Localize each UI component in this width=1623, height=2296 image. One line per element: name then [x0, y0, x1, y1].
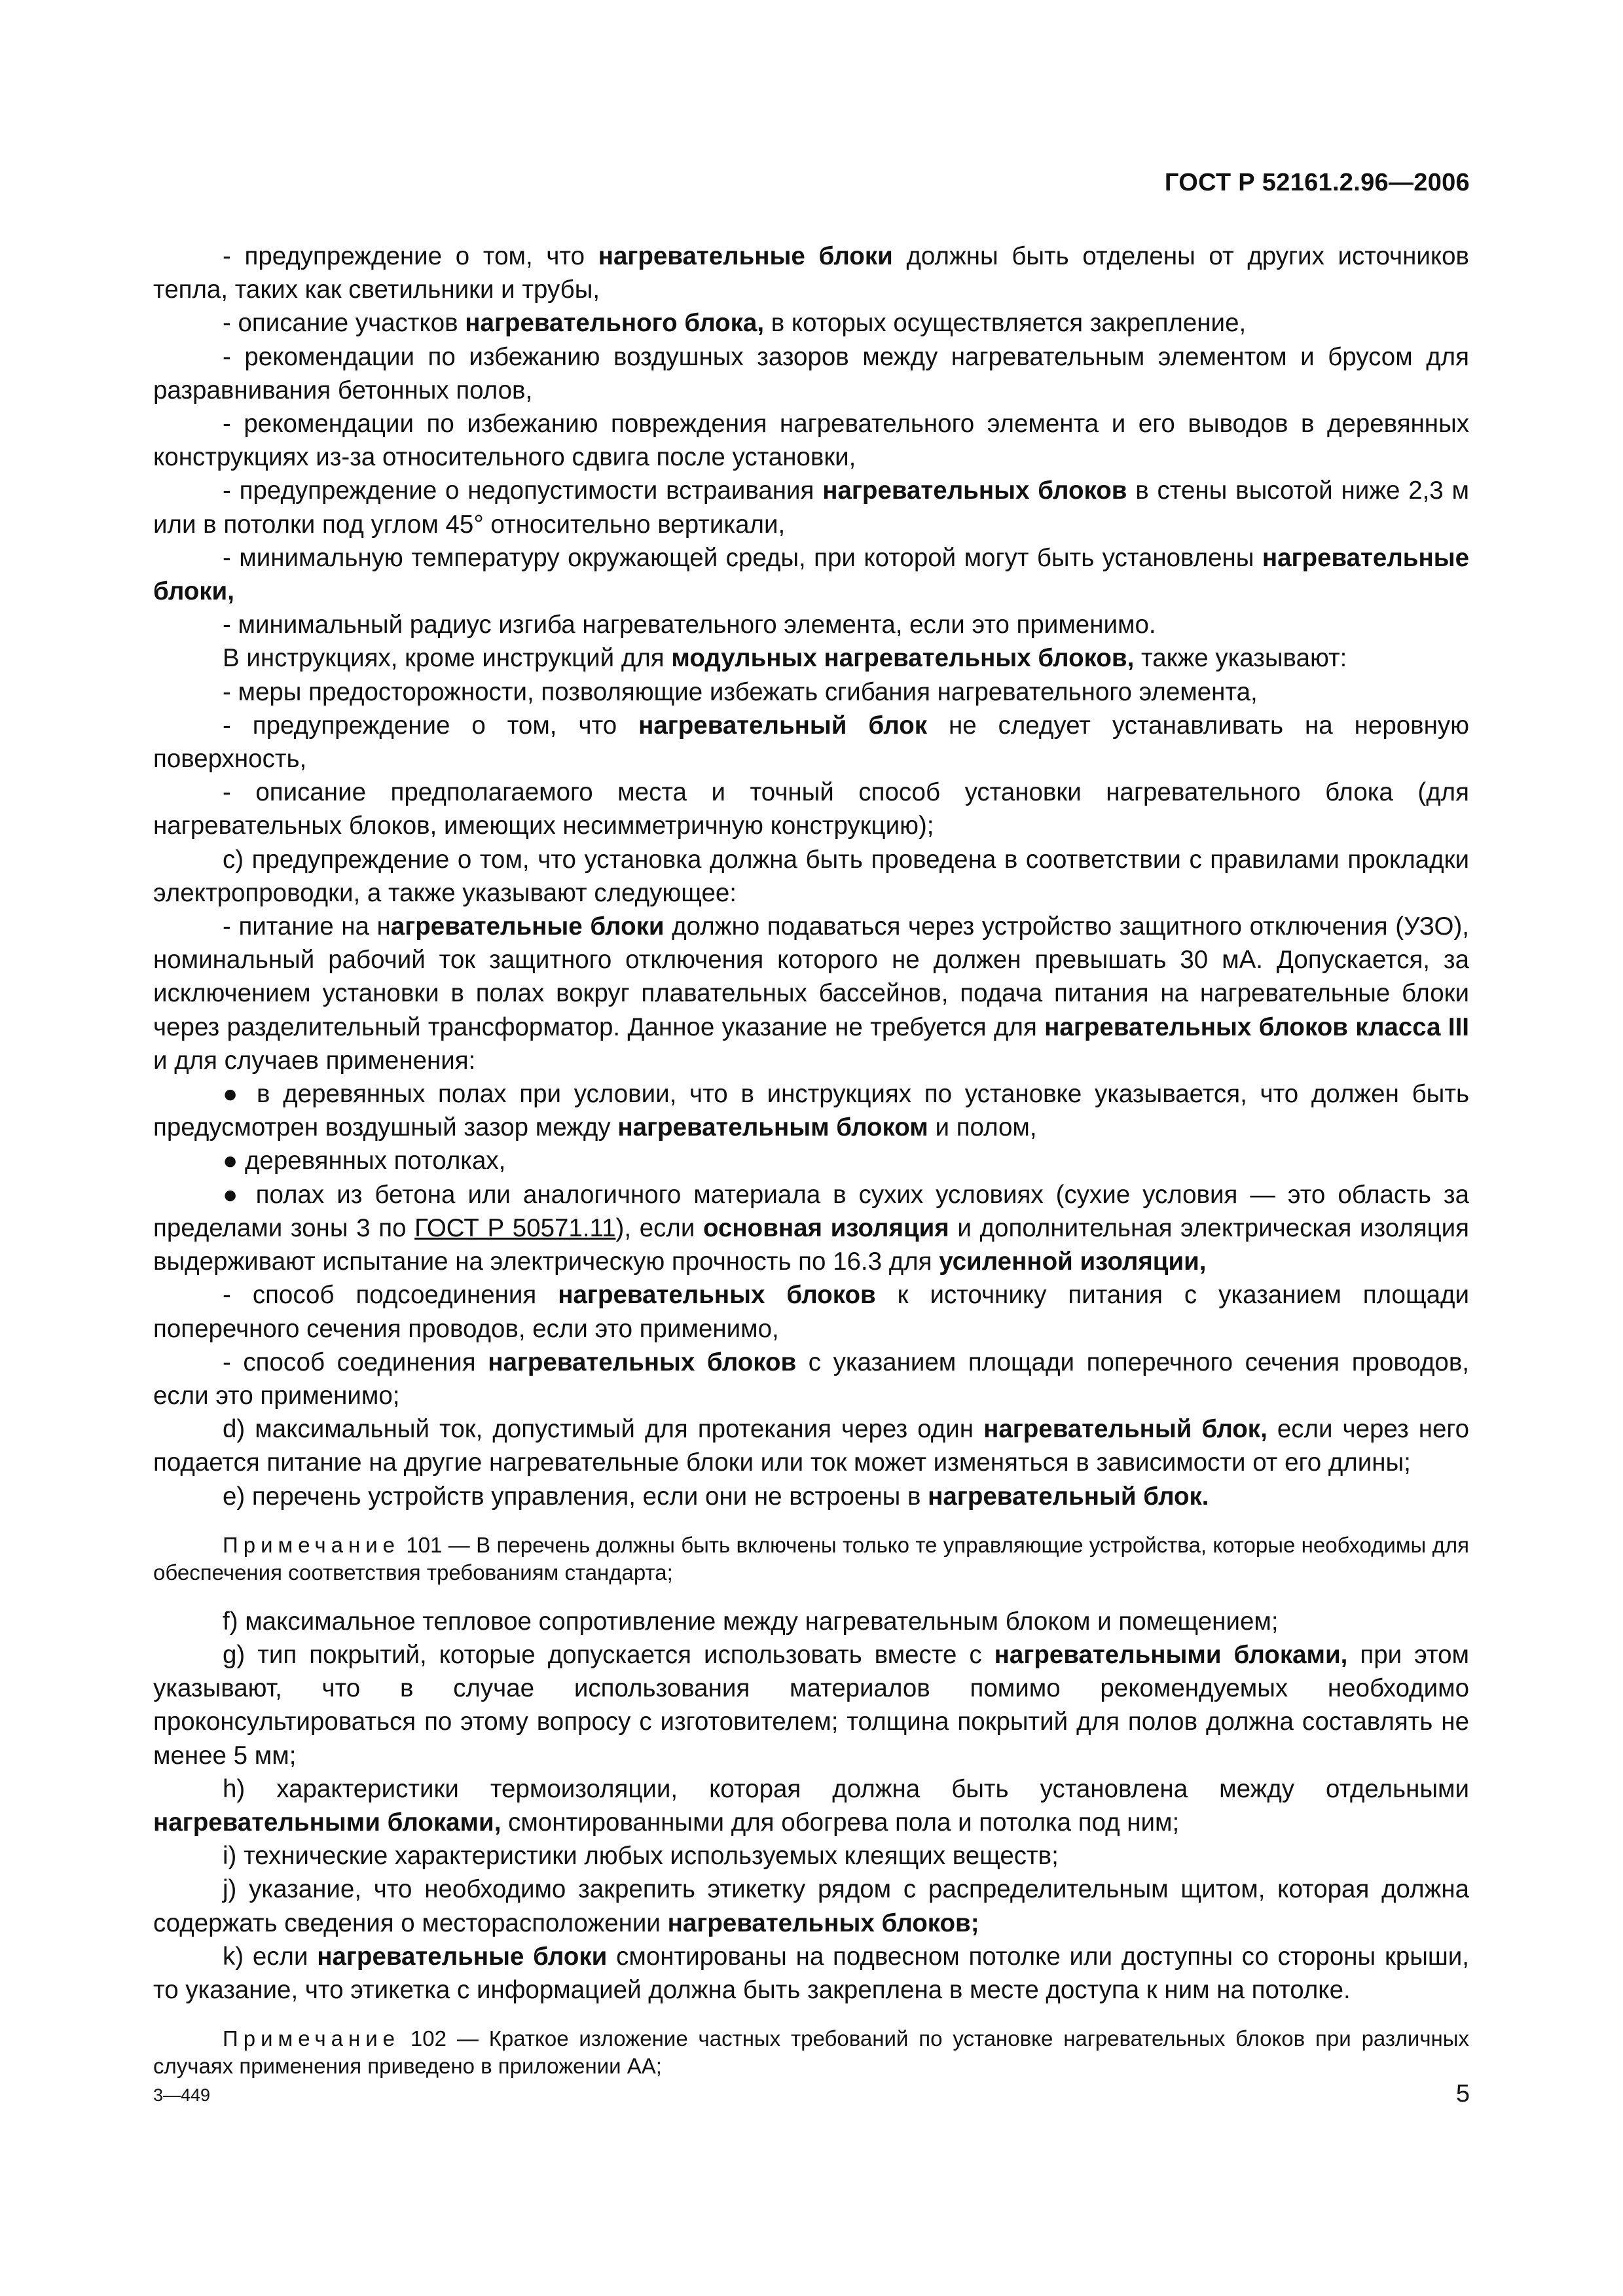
- text-span: должно подаваться через устройство защитного отключения (УЗО), номинальный рабочий ток защитного отключения которого не должен превышать 30 мА. Допускается, за исключением установки в полах вокруг плавательных бассейнов, подача питания на нагревательные блоки через разделительный трансформатор. Данное указание не требуется для: [153, 912, 1469, 1041]
- text-span: в которых осуществляется закрепление,: [764, 309, 1247, 338]
- text-span: и для случаев применения:: [153, 1046, 476, 1075]
- bold-term: нагревательных блоков: [558, 1281, 876, 1310]
- text-span: деревянных потолках,: [244, 1147, 506, 1175]
- bold-term: нагревательных блоков: [822, 476, 1127, 505]
- text-span: d) максимальный ток, допустимый для протекания через один: [223, 1415, 984, 1444]
- text-span: - предупреждение о недопустимости встраивания: [223, 476, 823, 505]
- bold-term: нагревательными блоками,: [994, 1640, 1348, 1669]
- text-span: c) предупреждение о том, что установка должна быть проведена в соответствии с правилами прокладки электропроводки, а также указывают следующее:: [153, 845, 1469, 907]
- body-paragraph: [153, 1772, 1469, 1839]
- bold-term: нагревательные блоки: [598, 242, 893, 270]
- body-paragraph: [153, 1278, 1469, 1345]
- text-span: ), если: [615, 1213, 703, 1242]
- bold-term: нагревательными блоками,: [153, 1808, 501, 1837]
- bold-term: нагревательных блоков: [488, 1348, 797, 1376]
- body-paragraph: [153, 1873, 1469, 1939]
- text-span: 102 — Краткое изложение частных требований по установке нагревательных блоков при различных случаях применения приведено в приложении АА;: [153, 2026, 1469, 2079]
- page-number: 5: [1455, 2080, 1470, 2108]
- bullet-item: [153, 1178, 1469, 1279]
- text-span: - меры предосторожности, позволяющие избежать сгибания нагревательного элемента,: [223, 677, 1258, 706]
- bold-term: нагревательного блока,: [465, 309, 765, 338]
- body-paragraph: [153, 474, 1469, 541]
- bold-term: усиленной изоляции,: [939, 1247, 1207, 1276]
- body-paragraph: [153, 340, 1469, 407]
- body-paragraph: [153, 1638, 1469, 1772]
- text-span: g) тип покрытий, которые допускается использовать вместе с: [223, 1640, 994, 1669]
- bullet-item: [153, 1077, 1469, 1144]
- bold-term: нагревательный блок,: [983, 1415, 1267, 1444]
- text-span: при этом указывают, что в случае использования материалов помимо рекомендуемых необходимо проконсультироваться по этому вопросу с изготовителем; толщина покрытий для полов должна составлять не менее 5 мм;: [153, 1640, 1470, 1770]
- text-span: h) характеристики термоизоляции, которая должна быть установлена между отдельными: [223, 1774, 1469, 1803]
- standard-header: ГОСТ Р 52161.2.96—2006: [1164, 169, 1470, 196]
- text-span: - рекомендации по избежанию воздушных зазоров между нагревательным элементом и брусом для разравнивания бетонных полов,: [153, 342, 1469, 404]
- text-span: - описание участков: [223, 309, 465, 338]
- text-span: смонтированными для обогрева пола и потолка под ним;: [501, 1808, 1180, 1837]
- text-span: смонтированы на подвесном потолке или доступны со стороны крыши, то указание, что этикетка с информацией должна быть закреплена в месте доступа к ним на потолке.: [153, 1942, 1469, 2004]
- text-span: - описание предполагаемого места и точный способ установки нагревательного блока (для нагревательных блоков, имеющих несимметричную конструкцию);: [153, 778, 1469, 840]
- body-paragraph: [153, 407, 1469, 474]
- body-paragraph: [153, 1839, 1469, 1873]
- body-paragraph: [153, 1480, 1469, 1513]
- bold-term: нагревательным блоком: [617, 1113, 928, 1142]
- body-paragraph: [153, 675, 1469, 709]
- text-span: e) перечень устройств управления, если они не встроены в: [223, 1482, 928, 1511]
- text-span: - предупреждение о том, что: [223, 711, 639, 740]
- text-span: если через него подается питание на другие нагревательные блоки или ток может изменяться в зависимости от его длины;: [153, 1415, 1469, 1477]
- bold-term: нагревательные блоки,: [153, 543, 1469, 606]
- text-span: в деревянных полах при условии, что в инструкциях по установке указывается, что должен быть предусмотрен воздушный зазор между: [153, 1080, 1470, 1142]
- text-span: - минимальный радиус изгиба нагревательного элемента, если это применимо.: [223, 611, 1156, 639]
- text-span: - способ подсоединения: [223, 1281, 558, 1310]
- text-span: k) если: [223, 1942, 318, 1971]
- text-span: f) максимальное тепловое сопротивление между нагревательным блоком и помещением;: [223, 1607, 1279, 1636]
- body-paragraph: [153, 776, 1469, 842]
- text-span: полах из бетона или аналогичного материала в сухих условиях (сухие условия — это область за пределами зоны 3 по: [153, 1180, 1469, 1242]
- text-span: с указанием площади поперечного сечения проводов, если это применимо;: [153, 1348, 1469, 1410]
- bold-term: нагревательные блоки: [317, 1942, 608, 1971]
- bold-term: нагревательных блоков класса III: [1044, 1013, 1469, 1041]
- text-span: В инструкциях, кроме инструкций для: [223, 644, 672, 673]
- body-paragraph: [153, 1346, 1469, 1412]
- note-paragraph: [153, 1532, 1469, 1587]
- text-span: к источнику питания с указанием площади поперечного сечения проводов, если это применимо,: [153, 1281, 1469, 1343]
- bold-term: модульных нагревательных блоков,: [671, 644, 1135, 673]
- text-span: - минимальную температуру окружающей среды, при которой могут быть установлены: [223, 543, 1262, 572]
- bold-term: нагревательный блок.: [928, 1482, 1209, 1511]
- body-paragraph: [153, 1940, 1469, 2007]
- text-span: - рекомендации по избежанию повреждения нагревательного элемента и его выводов в деревянных конструкциях из-за относительного сдвига после установки,: [153, 410, 1469, 472]
- document-body: [153, 240, 1469, 2098]
- text-span: не следует устанавливать на неровную поверхность,: [153, 711, 1469, 774]
- standard-reference-link[interactable]: ГОСТ Р 50571.11: [414, 1213, 616, 1242]
- body-paragraph: [153, 910, 1469, 1077]
- footer-code: 3—449: [153, 2085, 211, 2105]
- body-paragraph: [153, 843, 1469, 910]
- body-paragraph: [153, 1605, 1469, 1638]
- body-paragraph: [153, 306, 1469, 340]
- bold-term: основная изоляция: [703, 1213, 949, 1242]
- text-span: также указывают:: [1134, 644, 1347, 673]
- text-span: и полом,: [928, 1113, 1037, 1142]
- text-span: в стены высотой ниже 2,3 м или в потолки под углом 45° относительно вертикали,: [153, 476, 1470, 539]
- note-label: Примечание: [223, 1532, 401, 1557]
- text-span: - предупреждение о том, что: [223, 242, 598, 270]
- body-paragraph: [153, 608, 1469, 641]
- body-paragraph: [153, 541, 1469, 608]
- text-span: i) технические характеристики любых используемых клеящих веществ;: [223, 1842, 1059, 1871]
- text-span: 101 — В перечень должны быть включены только те управляющие устройства, которые необходимы для обеспечения соответствия требованиям стандарта;: [153, 1532, 1469, 1585]
- text-span: - способ соединения: [223, 1348, 488, 1376]
- body-paragraph: [153, 1412, 1469, 1479]
- text-span: - питание на н: [223, 912, 391, 941]
- text-span: j) указание, что необходимо закрепить этикетку рядом с распределительным щитом, которая должна содержать сведения о месторасположении: [153, 1875, 1469, 1937]
- text-span: и дополнительная электрическая изоляция выдерживают испытание на электрическую прочность по 16.3 для: [153, 1213, 1469, 1276]
- note-paragraph: [153, 2025, 1469, 2080]
- note-label: Примечание: [223, 2026, 401, 2051]
- body-paragraph: [153, 641, 1469, 675]
- bold-term: нагревательный блок: [638, 711, 927, 740]
- bold-term: агревательные блоки: [390, 912, 665, 941]
- body-paragraph: [153, 709, 1469, 776]
- text-span: должны быть отделены от других источников тепла, таких как светильники и трубы,: [153, 242, 1469, 304]
- body-paragraph: [153, 240, 1469, 306]
- bullet-item: [153, 1144, 1469, 1177]
- bold-term: нагревательных блоков;: [667, 1909, 979, 1937]
